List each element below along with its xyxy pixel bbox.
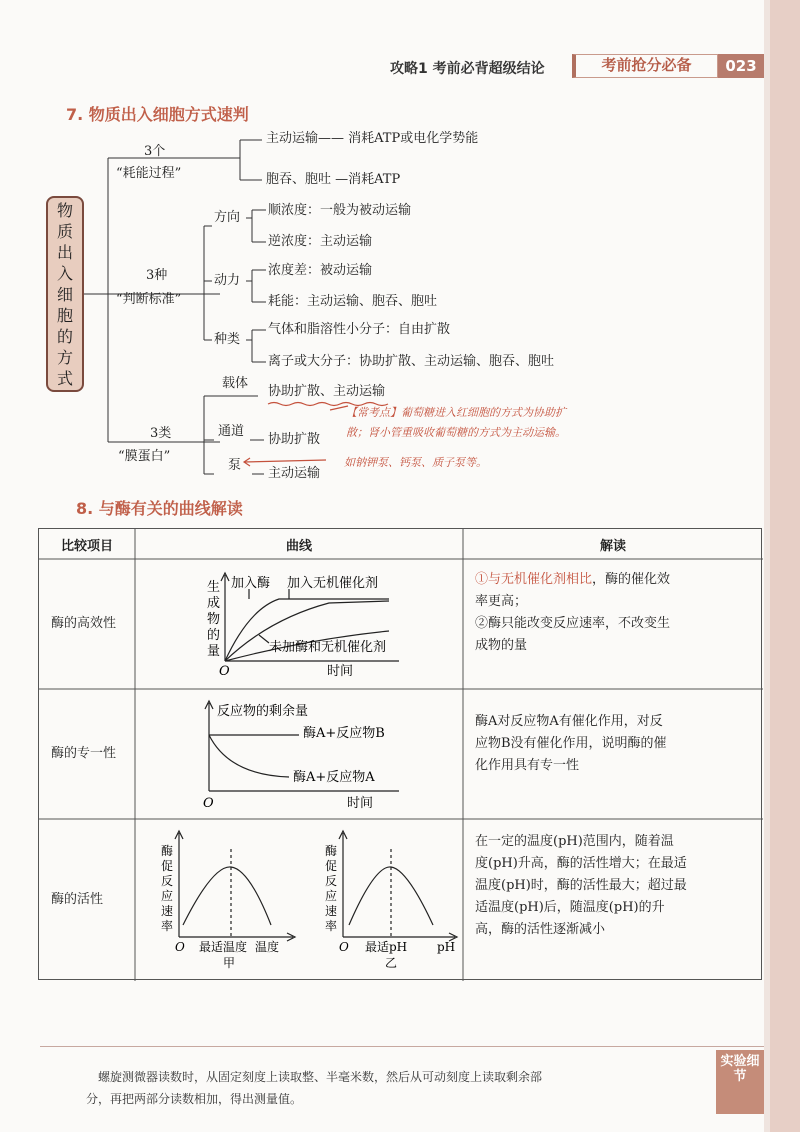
svg-text:促: 促 [325,859,338,873]
row1-item: 酶的高效性 [51,616,117,631]
act-right-name: 乙 [385,956,398,970]
group3-label: “膜蛋白” [118,449,171,464]
group1-item1: 主动运输—— 消耗ATP或电化学势能 [266,131,479,146]
header-section-box: 考前抢分必备 [572,54,718,78]
group3-sub-carrier: 载体 [222,376,249,391]
group2-kind-item2: 离子或大分子：协助扩散、主动运输、胞吞、胞吐 [268,354,555,369]
eff-ylabel-2: 物 [207,612,221,627]
row3-interp: 在一定的温度(pH)范围内，随着温 度(pH)升高，酶的活性增大；在最适 温度(pH)时，酶的活性最大；超过最 适温度(pH)后，随温度(pH)的升 高，酶的活性逐渐减小 [475,834,687,937]
group2-force-item1: 浓度差：被动运输 [268,263,373,278]
svg-text:酶: 酶 [325,844,338,858]
group3-pump-item: 主动运输 [268,466,321,481]
row1-interp: ①与无机催化剂相比，酶的催化效 率更高； ②酶只能改变反应速率，不改变生 成物的量 [475,572,671,653]
side-tab-experiment: 实验细节 [716,1050,764,1114]
svg-text:率: 率 [161,919,174,933]
root-box-vertical: 物 质 出 入 细 胞 的 方 式 [46,196,84,392]
th-item: 比较项目 [60,539,113,554]
group2-direction-item1: 顺浓度：一般为被动运输 [268,203,412,218]
spec-origin: O [203,796,214,811]
row2-item: 酶的专一性 [51,746,117,761]
group1-count: 3个 [144,144,166,159]
group2-sub-direction: 方向 [214,210,241,225]
act-origin-left: O [175,940,185,954]
header-chapter: 攻略1 考前必背超级结论 [390,61,545,77]
group2-kind-item1: 气体和脂溶性小分子：自由扩散 [268,322,451,337]
spec-label-b: 酶A+反应物B [303,726,385,741]
chart-activity [143,825,461,975]
row3-item: 酶的活性 [51,892,104,907]
eff-label-inorganic: 加入无机催化剂 [287,576,379,591]
row2-interp: 酶A对反应物A有催化作用，对反 应物B没有催化作用，说明酶的催 化作用具有专一性 [475,714,667,773]
page-number: 023 [718,54,764,78]
group2-direction-item2: 逆浓度：主动运输 [268,234,373,249]
eff-origin: O [219,664,230,679]
act-origin-right: O [339,940,349,954]
act-right-xlabel: pH [437,940,456,954]
group2-force-item2: 耗能：主动运输、胞吞、胞吐 [268,294,438,309]
svg-text:促: 促 [161,859,174,873]
chart-specificity [189,695,449,813]
footer-divider [40,1046,764,1047]
svg-text:率: 率 [325,919,338,933]
row1-interp-highlight: ①与无机催化剂相比 [475,572,593,587]
group1-label: “耗能过程” [116,166,182,181]
group1-item2: 胞吞、胞吐 —消耗ATP [266,172,401,187]
eff-ylabel-0: 生 [207,580,221,595]
svg-text:速: 速 [161,904,174,918]
spec-label-a: 酶A+反应物A [293,770,375,785]
group3-sub-channel: 通道 [218,424,245,439]
group3-channel-item: 协助扩散 [268,432,321,447]
eff-ylabel-1: 成 [207,596,221,611]
eff-xlabel: 时间 [327,664,354,679]
root-char-last: 式 [56,369,73,388]
eff-label-enzyme: 加入酶 [231,576,271,591]
group2-count: 3种 [146,268,168,283]
eff-ylabel-4: 量 [207,644,221,659]
th-interp: 解读 [599,539,626,554]
act-right-opt: 最适pH [365,940,408,954]
th-curve: 曲线 [285,539,312,554]
svg-text:应: 应 [161,889,174,903]
svg-text:应: 应 [325,889,338,903]
svg-text:酶: 酶 [161,844,174,858]
spec-xlabel: 时间 [347,796,374,811]
chart-efficiency [189,569,439,679]
spec-ylabel: 反应物的剩余量 [217,704,309,719]
group2-label: “判断标准” [116,292,182,307]
eff-label-none: 未加酶和无机催化剂 [269,640,387,655]
enzyme-table [38,528,762,980]
group2-sub-kind: 种类 [214,332,241,347]
svg-text:速: 速 [325,904,338,918]
section7-title: 7. 物质出入细胞方式速判 [66,105,249,124]
svg-text:反: 反 [325,874,338,888]
handwritten-note-line1: 【常考点】葡萄糖进入红细胞的方式为协助扩 [346,406,566,419]
group3-carrier-item: 协助扩散、主动运输 [268,384,386,399]
act-left-xlabel: 温度 [255,940,280,954]
section8-title: 8. 与酶有关的曲线解读 [76,499,243,518]
eff-ylabel-3: 的 [207,628,221,643]
act-left-opt: 最适温度 [199,940,248,954]
handwritten-note-pumps: 如钠钾泵、钙泵、质子泵等。 [344,456,487,469]
svg-text:反: 反 [161,874,174,888]
footer-tip: 螺旋测微器读数时，从固定刻度上读取整、半毫米数，然后从可动刻度上读取剩余部 分，再把两部分读数相加，得出测量值。 [86,1070,543,1106]
act-left-name: 甲 [223,956,236,970]
group3-count: 3类 [150,426,172,441]
handwritten-note-line2: 散；肾小管重吸收葡萄糖的方式为主动运输。 [346,426,566,439]
group3-sub-pump: 泵 [228,458,242,473]
group2-sub-force: 动力 [214,273,241,288]
